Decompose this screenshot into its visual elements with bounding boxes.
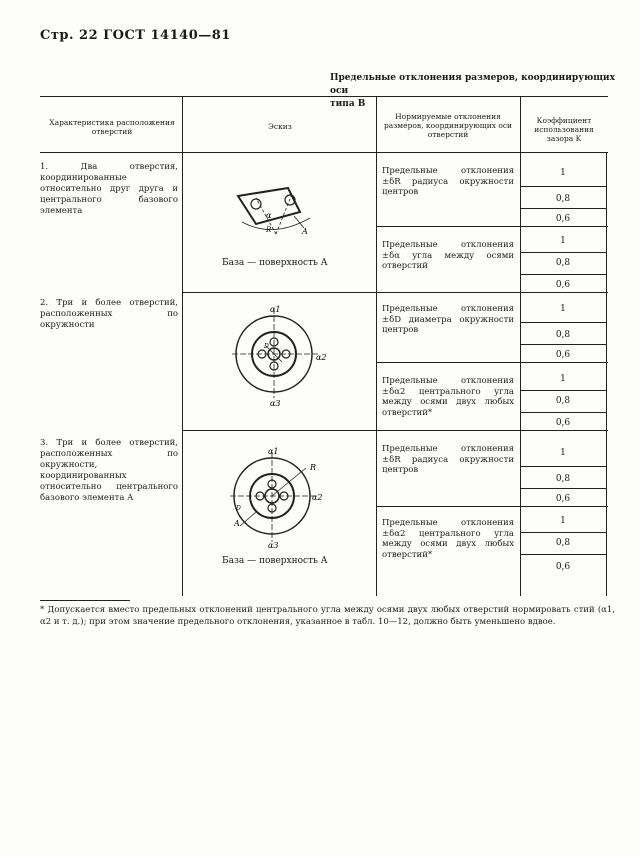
alpha1-label: α1: [270, 305, 281, 314]
a-label: A: [234, 519, 240, 528]
page-header: Стр. 22 ГОСТ 14140—81: [40, 28, 231, 43]
row2-tolerance-2: Предельные отклонения ±δα2 центрального угла между осями двух любых отверстий*: [382, 376, 514, 418]
k-value: 0,6: [555, 418, 571, 428]
row3-tolerance-2: Предельные отклонения ±δα2 центрального угла между осями двух любых отверстий*: [382, 518, 514, 560]
k-value: 0,6: [555, 214, 571, 224]
r-label: R: [310, 463, 317, 472]
d-label: D: [264, 343, 269, 350]
row2-tolerance-1: Предельные отклонения ±δD диаметра окружности центров: [382, 304, 514, 335]
caption-line-1: Предельные отклонения размеров, координирующих оси: [330, 73, 615, 96]
k-value: 1: [560, 516, 566, 526]
footnote: * Допускается вместо предельных отклонений центрального угла между осями двух любых отверстий нормировать стий (α1, α2 и т. д.); при этом значение предельного отклонения, указанное в табл. 10—12, должно быть уменьшено вдвое.: [40, 605, 615, 627]
k-value: 0,8: [555, 330, 571, 340]
k-value: 0,8: [555, 396, 571, 406]
row1-sketch: [228, 184, 328, 244]
row2-characteristic: 2. Три и более отверстий, расположенных по окружности: [40, 298, 178, 330]
d-label: D: [236, 505, 241, 512]
row2-sketch: [230, 298, 340, 410]
k-value: 1: [560, 374, 566, 384]
a-label: A: [302, 227, 308, 236]
row3-sketch-caption: База — поверхность A: [222, 556, 328, 566]
row1-characteristic: 1. Два отверстия, координированные относительно друг друга и центрального базового элемента: [40, 162, 178, 216]
k-value: 1: [560, 236, 566, 246]
k-value: 0,6: [555, 280, 571, 290]
row3-tolerance-1: Предельные отклонения ±δR радиуса окружности центров: [382, 444, 514, 475]
row1-tolerance-1: Предельные отклонения ±δR радиуса окружности центров: [382, 166, 514, 197]
col-header-k: Коэффициент использования зазора K: [534, 116, 594, 143]
alpha3-label: α3: [268, 541, 279, 550]
k-value: 1: [560, 304, 566, 314]
col-header-sketch: Эскиз: [268, 122, 292, 131]
table-caption: [330, 72, 620, 111]
k-value: 1: [560, 448, 566, 458]
footnote-rule: [40, 600, 130, 601]
k-value: 0,8: [555, 258, 571, 268]
alpha-label: α: [266, 211, 272, 220]
k-value: 0,6: [555, 562, 571, 572]
alpha2-label: α2: [312, 493, 323, 502]
k-value: 0,8: [555, 194, 571, 204]
hole-1: [251, 199, 261, 209]
alpha1-label: α1: [268, 447, 279, 456]
k-value: 0,8: [555, 538, 571, 548]
caption-line-2: типа В: [330, 99, 366, 109]
col-header-characteristic: Характеристика расположения отверстий: [49, 118, 175, 136]
k-value: 0,6: [555, 350, 571, 360]
k-value: 0,6: [555, 494, 571, 504]
row1-sketch-caption: База — поверхность A: [222, 258, 328, 268]
r-label: R: [266, 226, 272, 234]
row3-sketch: [226, 444, 336, 552]
col-header-tolerances: Нормируемые отклонения размеров, координирующих оси отверстий: [383, 112, 513, 139]
row1-tolerance-2: Предельные отклонения ±δα угла между осями отверстий: [382, 240, 514, 271]
k-value: 0,8: [555, 474, 571, 484]
row3-characteristic: 3. Три и более отверстий, расположенных по окружности, координированных относительно центрального базового элемента A: [40, 438, 178, 503]
alpha2-label: α2: [316, 353, 327, 362]
alpha3-label: α3: [270, 399, 281, 408]
k-value: 1: [560, 168, 566, 178]
